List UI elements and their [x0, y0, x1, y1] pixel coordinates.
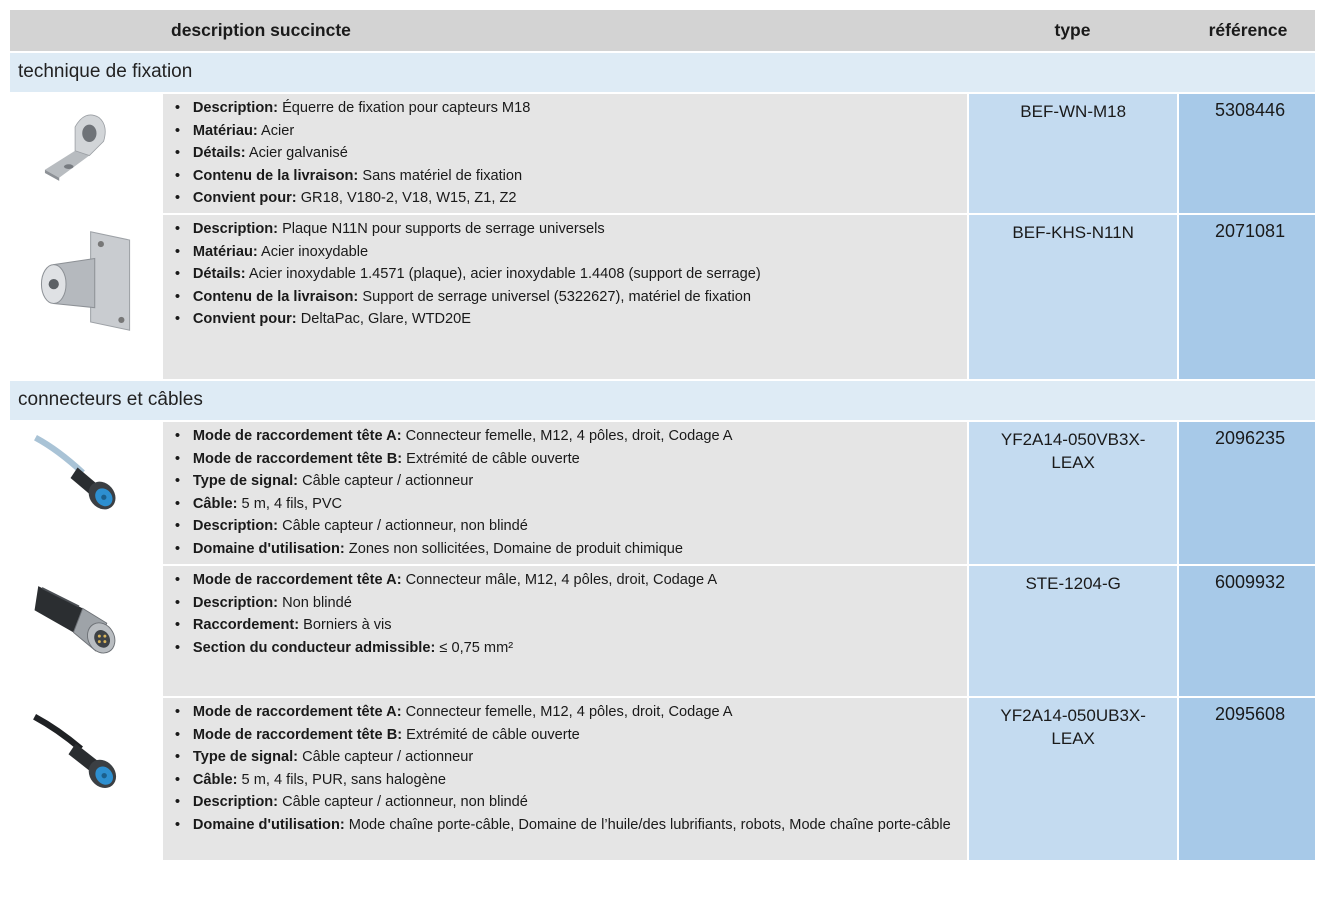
- table-row: [10, 566, 1315, 696]
- product-image-cell: [10, 422, 161, 564]
- type-cell: BEF-KHS-N11N: [969, 215, 1177, 379]
- header-type: type: [1054, 20, 1091, 40]
- table-row: [10, 94, 1315, 213]
- description-cell: [163, 698, 967, 860]
- header-image-cell: [10, 10, 161, 51]
- table-header: [10, 10, 1315, 51]
- black-cable-connector-image: [31, 702, 139, 810]
- product-image-cell: [10, 698, 161, 860]
- list-item: • Convient pour: GR18, V180-2, V18, W15, Z1, Z2: [193, 187, 959, 210]
- description-cell: [163, 422, 967, 564]
- description-cell: [163, 566, 967, 696]
- list-item: • Mode de raccordement tête A: Connecteur femelle, M12, 4 pôles, droit, Codage A: [193, 425, 959, 448]
- list-item: • Câble: 5 m, 4 fils, PUR, sans halogène: [193, 769, 959, 792]
- header-description: description succincte: [171, 20, 351, 40]
- grey-cable-connector-image: [32, 425, 138, 531]
- reference-cell: 2071081: [1179, 215, 1315, 379]
- section-title: technique de fixation: [10, 53, 1315, 92]
- product-image-cell: [10, 215, 161, 379]
- reference-cell: 5308446: [1179, 94, 1315, 213]
- description-cell: [163, 94, 967, 213]
- list-item: • Contenu de la livraison: Support de serrage universel (5322627), matériel de fixation: [193, 286, 959, 309]
- list-item: • Type de signal: Câble capteur / actionneur: [193, 746, 959, 769]
- list-item: • Mode de raccordement tête A: Connecteur femelle, M12, 4 pôles, droit, Codage A: [193, 701, 959, 724]
- product-image-cell: [10, 94, 161, 213]
- list-item: • Mode de raccordement tête B: Extrémité de câble ouverte: [193, 448, 959, 471]
- reference-cell: 6009932: [1179, 566, 1315, 696]
- list-item: • Type de signal: Câble capteur / actionneur: [193, 470, 959, 493]
- reference-cell: 2096235: [1179, 422, 1315, 564]
- list-item: • Description: Câble capteur / actionneur, non blindé: [193, 515, 959, 538]
- list-item: • Domaine d'utilisation: Zones non sollicitées, Domaine de produit chimique: [193, 538, 959, 561]
- header-reference: référence: [1208, 20, 1288, 40]
- list-item: • Section du conducteur admissible: ≤ 0,75 mm²: [193, 637, 959, 660]
- list-item: • Détails: Acier galvanisé: [193, 142, 959, 165]
- type-cell: YF2A14-050VB3X-LEAX: [969, 422, 1177, 564]
- table-row: [10, 422, 1315, 564]
- section-title: connecteurs et câbles: [10, 381, 1315, 420]
- list-item: • Description: Plaque N11N pour supports de serrage universels: [193, 218, 959, 241]
- list-item: • Domaine d'utilisation: Mode chaîne porte-câble, Domaine de l’huile/des lubrifiants, robots, Mode chaîne porte-câble: [193, 814, 959, 837]
- reference-cell: 2095608: [1179, 698, 1315, 860]
- list-item: • Mode de raccordement tête B: Extrémité de câble ouverte: [193, 724, 959, 747]
- list-item: • Description: Non blindé: [193, 592, 959, 615]
- description-cell: [163, 215, 967, 379]
- list-item: • Description: Câble capteur / actionneur, non blindé: [193, 791, 959, 814]
- product-image-cell: [10, 566, 161, 696]
- type-cell: YF2A14-050UB3X-LEAX: [969, 698, 1177, 860]
- list-item: • Câble: 5 m, 4 fils, PVC: [193, 493, 959, 516]
- angle-bracket-image: [37, 98, 133, 194]
- list-item: • Mode de raccordement tête A: Connecteur mâle, M12, 4 pôles, droit, Codage A: [193, 569, 959, 592]
- list-item: • Convient pour: DeltaPac, Glare, WTD20E: [193, 308, 959, 331]
- male-connector-image: [29, 569, 141, 681]
- type-cell: BEF-WN-M18: [969, 94, 1177, 213]
- table-row: [10, 698, 1315, 860]
- list-item: • Détails: Acier inoxydable 1.4571 (plaque), acier inoxydable 1.4408 (support de serrage): [193, 263, 959, 286]
- clamp-plate-image: [23, 219, 147, 343]
- list-item: • Description: Équerre de fixation pour capteurs M18: [193, 97, 959, 120]
- list-item: • Raccordement: Borniers à vis: [193, 614, 959, 637]
- product-table: [10, 10, 1315, 860]
- list-item: • Matériau: Acier: [193, 120, 959, 143]
- type-cell: STE-1204-G: [969, 566, 1177, 696]
- table-row: [10, 215, 1315, 379]
- list-item: • Matériau: Acier inoxydable: [193, 241, 959, 264]
- list-item: • Contenu de la livraison: Sans matériel de fixation: [193, 165, 959, 188]
